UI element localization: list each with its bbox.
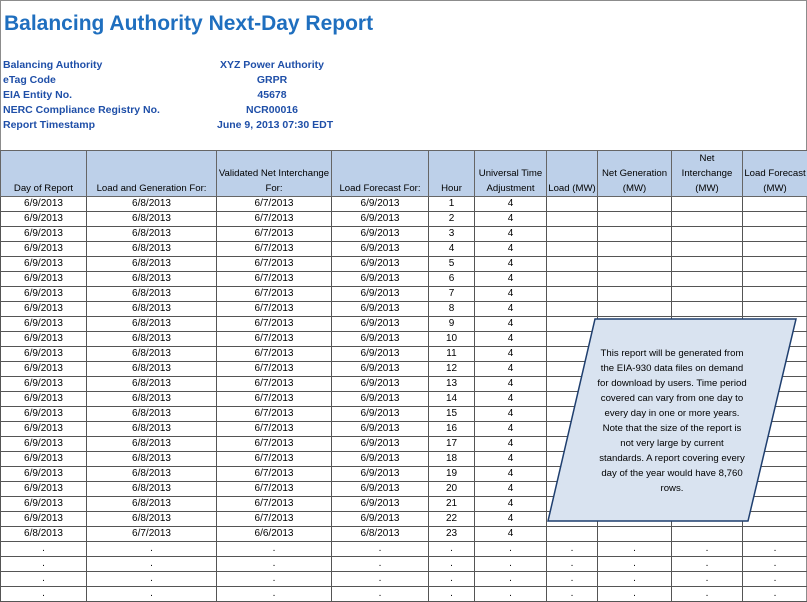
cell-utc-adjustment: 4	[475, 527, 547, 542]
cell-net-interchange-mw	[672, 212, 743, 227]
col-header-net-generation-mw: Net Generation (MW)	[598, 151, 672, 197]
cell-net-interchange-mw	[672, 227, 743, 242]
cell-validated-net-interchange-for: 6/7/2013	[217, 242, 332, 257]
cell-net-interchange-mw: .	[672, 587, 743, 602]
cell-hour: 2	[429, 212, 475, 227]
cell-net-interchange-mw: .	[672, 572, 743, 587]
cell-load-generation-for: 6/8/2013	[87, 197, 217, 212]
cell-load-generation-for: 6/8/2013	[87, 497, 217, 512]
cell-load-forecast-for: .	[332, 572, 429, 587]
cell-hour: 7	[429, 287, 475, 302]
cell-net-interchange-mw: .	[672, 557, 743, 572]
cell-load-mw	[547, 212, 598, 227]
cell-validated-net-interchange-for: .	[217, 572, 332, 587]
cell-load-mw: .	[547, 557, 598, 572]
table-row	[1, 227, 807, 242]
cell-load-generation-for: 6/8/2013	[87, 407, 217, 422]
cell-day-of-report: 6/9/2013	[1, 212, 87, 227]
meta-label: EIA Entity No.	[3, 89, 73, 101]
cell-load-mw	[547, 287, 598, 302]
cell-load-generation-for: 6/8/2013	[87, 482, 217, 497]
meta-label: eTag Code	[3, 74, 56, 86]
meta-value: 45678	[257, 89, 287, 101]
cell-load-forecast-for: 6/9/2013	[332, 467, 429, 482]
cell-load-forecast-mw: .	[743, 557, 807, 572]
cell-load-generation-for: 6/8/2013	[87, 392, 217, 407]
report-metadata	[3, 58, 423, 133]
cell-hour: 15	[429, 407, 475, 422]
table-row	[1, 197, 807, 212]
cell-net-generation-mw	[598, 272, 672, 287]
cell-load-mw: .	[547, 572, 598, 587]
cell-load-forecast-mw: .	[743, 587, 807, 602]
cell-load-generation-for: 6/8/2013	[87, 287, 217, 302]
cell-day-of-report: .	[1, 587, 87, 602]
cell-load-generation-for: .	[87, 542, 217, 557]
cell-utc-adjustment: 4	[475, 497, 547, 512]
cell-load-forecast-for: 6/9/2013	[332, 512, 429, 527]
cell-day-of-report: 6/9/2013	[1, 287, 87, 302]
cell-load-generation-for: 6/8/2013	[87, 512, 217, 527]
cell-hour: 16	[429, 422, 475, 437]
cell-day-of-report: 6/9/2013	[1, 362, 87, 377]
cell-net-interchange-mw	[672, 527, 743, 542]
cell-net-interchange-mw	[672, 287, 743, 302]
cell-utc-adjustment: 4	[475, 422, 547, 437]
cell-hour: 18	[429, 452, 475, 467]
table-row	[1, 587, 807, 602]
cell-load-generation-for: .	[87, 557, 217, 572]
cell-hour: 14	[429, 392, 475, 407]
cell-load-forecast-for: .	[332, 542, 429, 557]
meta-label: Report Timestamp	[3, 119, 95, 131]
cell-day-of-report: 6/9/2013	[1, 407, 87, 422]
cell-utc-adjustment: 4	[475, 377, 547, 392]
cell-utc-adjustment: 4	[475, 197, 547, 212]
cell-validated-net-interchange-for: 6/7/2013	[217, 287, 332, 302]
cell-validated-net-interchange-for: 6/7/2013	[217, 332, 332, 347]
cell-load-forecast-for: 6/8/2013	[332, 527, 429, 542]
cell-day-of-report: 6/9/2013	[1, 257, 87, 272]
cell-day-of-report: 6/9/2013	[1, 437, 87, 452]
cell-load-generation-for: 6/8/2013	[87, 227, 217, 242]
cell-load-forecast-for: 6/9/2013	[332, 302, 429, 317]
cell-load-forecast-for: 6/9/2013	[332, 452, 429, 467]
cell-validated-net-interchange-for: 6/7/2013	[217, 497, 332, 512]
cell-hour: 12	[429, 362, 475, 377]
col-header-hour: Hour	[429, 151, 475, 197]
cell-hour: 8	[429, 302, 475, 317]
cell-net-generation-mw	[598, 302, 672, 317]
cell-net-generation-mw	[598, 212, 672, 227]
cell-utc-adjustment: 4	[475, 242, 547, 257]
cell-hour: 5	[429, 257, 475, 272]
cell-utc-adjustment: 4	[475, 362, 547, 377]
cell-utc-adjustment: .	[475, 542, 547, 557]
cell-utc-adjustment: 4	[475, 392, 547, 407]
table-header-row	[1, 151, 807, 197]
cell-day-of-report: 6/9/2013	[1, 242, 87, 257]
meta-label: Balancing Authority	[3, 59, 103, 71]
cell-load-forecast-for: 6/9/2013	[332, 362, 429, 377]
cell-load-mw	[547, 257, 598, 272]
cell-validated-net-interchange-for: 6/7/2013	[217, 302, 332, 317]
cell-load-forecast-mw	[743, 527, 807, 542]
cell-day-of-report: .	[1, 572, 87, 587]
cell-hour: 17	[429, 437, 475, 452]
table-row	[1, 572, 807, 587]
table-row	[1, 287, 807, 302]
cell-load-generation-for: 6/8/2013	[87, 302, 217, 317]
cell-load-forecast-for: 6/9/2013	[332, 212, 429, 227]
cell-day-of-report: .	[1, 542, 87, 557]
cell-validated-net-interchange-for: 6/7/2013	[217, 362, 332, 377]
cell-load-mw	[547, 527, 598, 542]
cell-net-interchange-mw	[672, 302, 743, 317]
cell-day-of-report: 6/9/2013	[1, 302, 87, 317]
col-header-load-mw: Load (MW)	[547, 151, 598, 197]
cell-net-interchange-mw	[672, 272, 743, 287]
cell-load-forecast-for: 6/9/2013	[332, 377, 429, 392]
cell-validated-net-interchange-for: 6/7/2013	[217, 437, 332, 452]
cell-load-forecast-for: 6/9/2013	[332, 347, 429, 362]
table-row	[1, 542, 807, 557]
cell-net-generation-mw	[598, 287, 672, 302]
cell-utc-adjustment: .	[475, 557, 547, 572]
meta-value: June 9, 2013 07:30 EDT	[217, 119, 334, 131]
cell-load-generation-for: 6/8/2013	[87, 332, 217, 347]
cell-load-forecast-for: 6/9/2013	[332, 422, 429, 437]
cell-load-forecast-for: 6/9/2013	[332, 392, 429, 407]
cell-load-forecast-mw	[743, 257, 807, 272]
cell-day-of-report: 6/9/2013	[1, 512, 87, 527]
cell-net-interchange-mw	[672, 197, 743, 212]
col-header-utc-adjustment: Universal Time Adjustment	[475, 151, 547, 197]
cell-net-generation-mw: .	[598, 542, 672, 557]
cell-hour: 1	[429, 197, 475, 212]
cell-load-generation-for: 6/8/2013	[87, 257, 217, 272]
cell-load-generation-for: 6/8/2013	[87, 272, 217, 287]
meta-row-etag-code	[3, 73, 423, 88]
cell-load-forecast-for: 6/9/2013	[332, 407, 429, 422]
cell-validated-net-interchange-for: 6/7/2013	[217, 452, 332, 467]
table-row	[1, 212, 807, 227]
cell-load-generation-for: 6/8/2013	[87, 467, 217, 482]
cell-day-of-report: 6/9/2013	[1, 332, 87, 347]
cell-utc-adjustment: 4	[475, 332, 547, 347]
cell-load-forecast-mw	[743, 197, 807, 212]
cell-load-mw	[547, 197, 598, 212]
cell-hour: 11	[429, 347, 475, 362]
cell-load-generation-for: 6/8/2013	[87, 347, 217, 362]
col-header-validated-net-interchange-for: Validated Net Interchange For:	[217, 151, 332, 197]
meta-label: NERC Compliance Registry No.	[3, 104, 160, 116]
cell-utc-adjustment: 4	[475, 452, 547, 467]
meta-value: XYZ Power Authority	[219, 59, 325, 71]
cell-load-forecast-mw	[743, 227, 807, 242]
cell-day-of-report: 6/9/2013	[1, 197, 87, 212]
cell-utc-adjustment: 4	[475, 512, 547, 527]
cell-day-of-report: 6/9/2013	[1, 227, 87, 242]
cell-validated-net-interchange-for: 6/7/2013	[217, 227, 332, 242]
cell-load-generation-for: .	[87, 587, 217, 602]
cell-load-generation-for: 6/7/2013	[87, 527, 217, 542]
cell-day-of-report: 6/9/2013	[1, 347, 87, 362]
col-header-net-interchange-mw: Net Interchange (MW)	[672, 151, 743, 197]
cell-validated-net-interchange-for: 6/7/2013	[217, 512, 332, 527]
cell-load-forecast-mw	[743, 212, 807, 227]
table-row	[1, 527, 807, 542]
cell-validated-net-interchange-for: 6/6/2013	[217, 527, 332, 542]
cell-utc-adjustment: 4	[475, 302, 547, 317]
cell-day-of-report: 6/9/2013	[1, 272, 87, 287]
note-text: This report will be generated from the EIA-930 data files on demand for download by users. Time period covered can vary from one day to every day in one or more years. Note that the size of the report is not very large by current standards. A report covering every day of the year would have 8,760 rows.	[597, 348, 747, 494]
cell-load-generation-for: 6/8/2013	[87, 242, 217, 257]
meta-row-balancing-authority	[3, 58, 423, 73]
cell-day-of-report: 6/9/2013	[1, 482, 87, 497]
cell-load-forecast-for: .	[332, 587, 429, 602]
cell-load-mw	[547, 272, 598, 287]
cell-load-forecast-for: 6/9/2013	[332, 287, 429, 302]
cell-load-mw: .	[547, 587, 598, 602]
meta-row-nerc-registry	[3, 103, 423, 118]
cell-hour: 13	[429, 377, 475, 392]
cell-validated-net-interchange-for: .	[217, 542, 332, 557]
cell-load-mw	[547, 242, 598, 257]
table-row	[1, 302, 807, 317]
cell-load-forecast-for: 6/9/2013	[332, 497, 429, 512]
cell-load-mw: .	[547, 542, 598, 557]
cell-utc-adjustment: .	[475, 587, 547, 602]
cell-net-generation-mw	[598, 227, 672, 242]
cell-hour: .	[429, 587, 475, 602]
cell-load-forecast-for: 6/9/2013	[332, 317, 429, 332]
cell-load-forecast-for: .	[332, 557, 429, 572]
cell-utc-adjustment: 4	[475, 257, 547, 272]
cell-day-of-report: 6/9/2013	[1, 467, 87, 482]
cell-load-forecast-mw	[743, 287, 807, 302]
cell-hour: 22	[429, 512, 475, 527]
cell-load-generation-for: 6/8/2013	[87, 317, 217, 332]
cell-net-interchange-mw	[672, 257, 743, 272]
cell-utc-adjustment: 4	[475, 407, 547, 422]
cell-load-generation-for: 6/8/2013	[87, 212, 217, 227]
cell-day-of-report: 6/9/2013	[1, 422, 87, 437]
col-header-load-generation-for: Load and Generation For:	[87, 151, 217, 197]
cell-hour: 9	[429, 317, 475, 332]
cell-net-interchange-mw	[672, 242, 743, 257]
cell-validated-net-interchange-for: 6/7/2013	[217, 197, 332, 212]
cell-net-interchange-mw: .	[672, 542, 743, 557]
cell-load-forecast-mw	[743, 272, 807, 287]
cell-day-of-report: 6/9/2013	[1, 392, 87, 407]
cell-utc-adjustment: .	[475, 572, 547, 587]
cell-day-of-report: 6/8/2013	[1, 527, 87, 542]
meta-value: GRPR	[256, 74, 288, 86]
cell-validated-net-interchange-for: 6/7/2013	[217, 212, 332, 227]
cell-validated-net-interchange-for: 6/7/2013	[217, 257, 332, 272]
report-title: Balancing Authority Next-Day Report	[4, 12, 374, 35]
cell-load-generation-for: 6/8/2013	[87, 422, 217, 437]
cell-load-forecast-for: 6/9/2013	[332, 197, 429, 212]
table-row	[1, 257, 807, 272]
cell-load-generation-for: 6/8/2013	[87, 377, 217, 392]
cell-load-generation-for: .	[87, 572, 217, 587]
cell-utc-adjustment: 4	[475, 227, 547, 242]
cell-load-forecast-mw	[743, 242, 807, 257]
cell-load-forecast-mw	[743, 302, 807, 317]
cell-hour: 19	[429, 467, 475, 482]
cell-validated-net-interchange-for: 6/7/2013	[217, 422, 332, 437]
cell-load-forecast-mw: .	[743, 572, 807, 587]
cell-utc-adjustment: 4	[475, 437, 547, 452]
col-header-day-of-report: Day of Report	[1, 151, 87, 197]
cell-net-generation-mw	[598, 197, 672, 212]
cell-validated-net-interchange-for: .	[217, 557, 332, 572]
cell-hour: 3	[429, 227, 475, 242]
cell-load-mw	[547, 227, 598, 242]
cell-load-generation-for: 6/8/2013	[87, 437, 217, 452]
cell-net-generation-mw: .	[598, 557, 672, 572]
cell-validated-net-interchange-for: 6/7/2013	[217, 272, 332, 287]
col-header-load-forecast-for: Load Forecast For:	[332, 151, 429, 197]
note-callout	[547, 318, 797, 522]
cell-validated-net-interchange-for: 6/7/2013	[217, 317, 332, 332]
cell-day-of-report: 6/9/2013	[1, 377, 87, 392]
cell-hour: 21	[429, 497, 475, 512]
cell-load-forecast-for: 6/9/2013	[332, 272, 429, 287]
meta-row-report-timestamp	[3, 118, 423, 133]
cell-utc-adjustment: 4	[475, 212, 547, 227]
cell-net-generation-mw: .	[598, 587, 672, 602]
cell-day-of-report: 6/9/2013	[1, 317, 87, 332]
cell-hour: 20	[429, 482, 475, 497]
cell-load-forecast-for: 6/9/2013	[332, 332, 429, 347]
cell-validated-net-interchange-for: 6/7/2013	[217, 377, 332, 392]
table-row	[1, 557, 807, 572]
cell-utc-adjustment: 4	[475, 347, 547, 362]
meta-row-eia-entity	[3, 88, 423, 103]
cell-validated-net-interchange-for: 6/7/2013	[217, 392, 332, 407]
cell-load-generation-for: 6/8/2013	[87, 452, 217, 467]
cell-net-generation-mw: .	[598, 572, 672, 587]
cell-load-forecast-for: 6/9/2013	[332, 437, 429, 452]
cell-utc-adjustment: 4	[475, 317, 547, 332]
table-row	[1, 272, 807, 287]
cell-load-forecast-for: 6/9/2013	[332, 242, 429, 257]
cell-hour: .	[429, 557, 475, 572]
cell-load-generation-for: 6/8/2013	[87, 362, 217, 377]
cell-hour: 6	[429, 272, 475, 287]
cell-hour: .	[429, 542, 475, 557]
cell-load-mw	[547, 302, 598, 317]
cell-validated-net-interchange-for: 6/7/2013	[217, 467, 332, 482]
cell-day-of-report: 6/9/2013	[1, 452, 87, 467]
cell-hour: 10	[429, 332, 475, 347]
cell-utc-adjustment: 4	[475, 272, 547, 287]
cell-utc-adjustment: 4	[475, 287, 547, 302]
cell-validated-net-interchange-for: 6/7/2013	[217, 347, 332, 362]
cell-load-forecast-for: 6/9/2013	[332, 257, 429, 272]
cell-load-forecast-for: 6/9/2013	[332, 482, 429, 497]
cell-hour: .	[429, 572, 475, 587]
cell-day-of-report: 6/9/2013	[1, 497, 87, 512]
cell-net-generation-mw	[598, 257, 672, 272]
meta-value: NCR00016	[246, 104, 298, 116]
cell-validated-net-interchange-for: 6/7/2013	[217, 482, 332, 497]
table-row	[1, 242, 807, 257]
cell-utc-adjustment: 4	[475, 467, 547, 482]
cell-load-forecast-for: 6/9/2013	[332, 227, 429, 242]
cell-utc-adjustment: 4	[475, 482, 547, 497]
col-header-load-forecast-mw: Load Forecast (MW)	[743, 151, 807, 197]
cell-net-generation-mw	[598, 527, 672, 542]
cell-validated-net-interchange-for: 6/7/2013	[217, 407, 332, 422]
cell-hour: 4	[429, 242, 475, 257]
cell-net-generation-mw	[598, 242, 672, 257]
cell-load-forecast-mw: .	[743, 542, 807, 557]
cell-validated-net-interchange-for: .	[217, 587, 332, 602]
cell-day-of-report: .	[1, 557, 87, 572]
cell-hour: 23	[429, 527, 475, 542]
